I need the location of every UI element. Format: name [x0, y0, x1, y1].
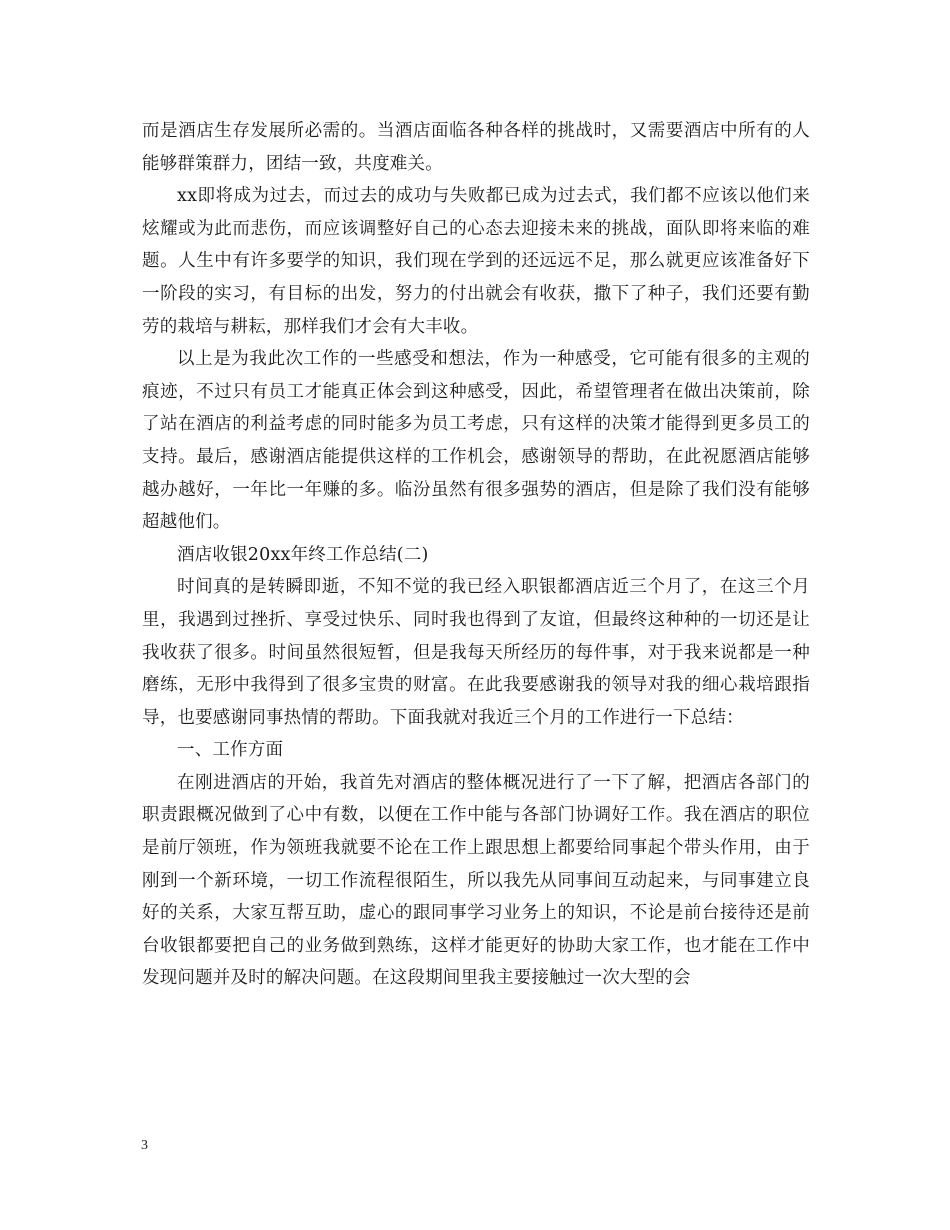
section-heading-work: 一、工作方面 — [177, 740, 284, 761]
paragraph-5: 时间真的是转瞬即逝，不知不觉的我已经入职银都酒店近三个月了，在这三个月里，我遇到过挫折、享受过快乐、同时我也得到了友谊，但最终这种种的一切还是让我收获了很多。时间虽然很短暂，但是我每天所经历的每件事，对于我来说都是一种磨练，无形中我得到了很多宝贵的财富。在此我要感谢我的领导对我的细心栽培跟指导，也要感谢同事热情的帮助。下面我就对我近三个月的工作进行一下总结： — [142, 577, 810, 728]
section-heading-summary-2: 酒店收银20xx年终工作总结(二) — [177, 544, 429, 565]
paragraph-2: xx即将成为过去，而过去的成功与失败都已成为过去式，我们都不应该以他们来炫耀或为此而悲伤，而应该调整好自己的心态去迎接未来的挑战，面队即将来临的难题。人生中有许多要学的知识，我们现在学到的还远远不足，那么就更应该准备好下一阶段的实习，有目标的出发，努力的付出就会有收获，撒下了种子，我们还要有勤劳的栽培与耕耘，那样我们才会有大丰收。 — [142, 186, 810, 337]
paragraph-1: 而是酒店生存发展所必需的。当酒店面临各种各样的挑战时，又需要酒店中所有的人能够群策群力，团结一致，共度难关。 — [142, 121, 810, 174]
page-number: 3 — [141, 1138, 148, 1153]
paragraph-7: 在刚进酒店的开始，我首先对酒店的整体概况进行了一下了解，把酒店各部门的职责跟概况做到了心中有数，以便在工作中能与各部门协调好工作。我在酒店的职位是前厅领班，作为领班我就要不论在工作上跟思想上都要给同事起个带头作用，由于刚到一个新环境，一切工作流程很陌生，所以我先从同事间互动起来，与同事建立良好的关系，大家互帮互助，虚心的跟同事学习业务上的知识，不论是前台接待还是前台收银都要把自己的业务做到熟练，这样才能更好的协助大家工作，也才能在工作中发现问题并及时的解决问题。在这段期间里我主要接触过一次大型的会 — [142, 772, 810, 989]
paragraph-3: 以上是为我此次工作的一些感受和想法，作为一种感受，它可能有很多的主观的痕迹，不过只有员工才能真正体会到这种感受，因此，希望管理者在做出决策前，除了站在酒店的利益考虑的同时能多为员工考虑，只有这样的决策才能得到更多员工的支持。最后，感谢酒店能提供这样的工作机会，感谢领导的帮助，在此祝愿酒店能够越办越好，一年比一年赚的多。临汾虽然有很多强势的酒店，但是除了我们没有能够超越他们。 — [142, 349, 810, 533]
document-body — [142, 115, 810, 995]
